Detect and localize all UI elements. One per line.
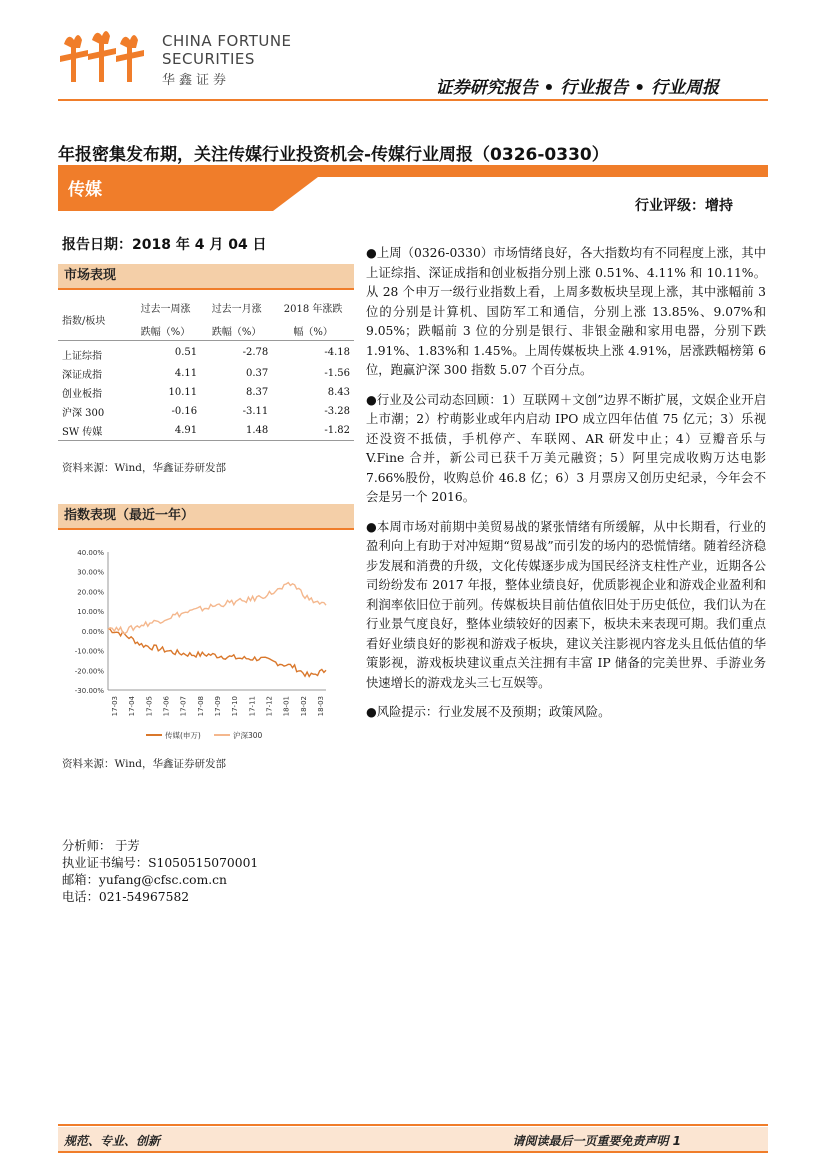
- analyst-block: [62, 838, 258, 906]
- row-week: 4.91: [174, 425, 198, 436]
- index-performance-heading: 指数表现（最近一年）: [58, 504, 354, 530]
- header-rule: [58, 99, 768, 101]
- sector-label: 传媒: [68, 180, 102, 200]
- row-ytd: -1.82: [324, 425, 350, 436]
- table-row: [58, 402, 354, 421]
- row-ytd: -3.28: [324, 406, 350, 417]
- x-tick-label: 17-08: [196, 696, 205, 717]
- market-performance-heading: 市场表现: [58, 264, 354, 290]
- logo-text-en-2: SECURITIES: [162, 50, 255, 68]
- table-row: [58, 383, 354, 402]
- footer-motto: 规范、专业、创新: [64, 1134, 161, 1148]
- chart-source: 资料来源：Wind，华鑫证券研发部: [62, 758, 226, 770]
- x-tick-label: 17-07: [179, 696, 188, 717]
- row-week: 10.11: [168, 387, 198, 398]
- row-week: 0.51: [174, 347, 198, 358]
- col-header-week-l1: 过去一周涨: [140, 304, 191, 315]
- x-tick-label: 18-01: [282, 696, 291, 717]
- row-month: 8.37: [245, 387, 269, 398]
- table-header-row: [58, 298, 354, 341]
- series-line-2: [108, 583, 326, 634]
- col-header-name: 指数/板块: [62, 315, 106, 327]
- row-ytd: -1.56: [324, 368, 350, 379]
- row-name: 沪深 300: [62, 408, 105, 419]
- row-name: 创业板指: [62, 389, 102, 400]
- index-chart: [58, 540, 350, 750]
- analyst-phone: 电话：021-54967582: [62, 890, 190, 904]
- col-header-week-l2: 跌幅（%）: [140, 327, 191, 338]
- footer-disclaimer-link[interactable]: 请阅读最后一页重要免责声明 1: [512, 1134, 681, 1148]
- y-tick-label: -10.00%: [74, 647, 104, 656]
- y-tick-label: 40.00%: [77, 549, 104, 557]
- report-title: 年报密集发布期，关注传媒行业投资机会-传媒行业周报（0326-0330）: [58, 145, 609, 165]
- row-month: -3.11: [242, 406, 269, 417]
- y-tick-label: -30.00%: [74, 687, 104, 695]
- index-chart-svg: [58, 540, 350, 750]
- summary-para-3: ●本周市场对前期中美贸易战的紧张情绪有所缓解，从中长期看，行业的盈利向上有助于对冲短期“贸易战”而引发的场内的恐慌情绪。随着经济稳步发展和消费的升级，文化传媒逐步成为国民经济支柱性产业，近期各公司纷纷发布 2017 年报，整体业绩良好，优质影视企业和游戏企业盈利和利润率依旧位于前列。传媒板块目前估值依旧处于历史低位，我们认为在行业景气度良好，整体业绩较好的因素下，板块未来表现可期。我们重点看好业绩良好的影视和游戏子板块，建议关注影视内容龙头且低估值的华策影视，游戏板块建议重点关注拥有丰富 IP 储备的完美世界、手游业务快速增长的游戏龙头三七互娱等。: [366, 519, 766, 690]
- analyst-name: 分析师： 于芳: [62, 839, 140, 853]
- x-tick-label: 17-05: [145, 696, 154, 717]
- analyst-email[interactable]: 邮箱：yufang@cfsc.com.cn: [62, 873, 227, 887]
- logo-mark-icon: [58, 26, 148, 86]
- market-table-wrap: [58, 298, 354, 441]
- row-name: 深证成指: [62, 370, 102, 381]
- y-tick-label: 30.00%: [77, 568, 104, 577]
- summary-body: [366, 244, 766, 733]
- company-logo: [58, 26, 148, 86]
- x-tick-label: 18-02: [299, 696, 308, 717]
- x-tick-label: 17-10: [231, 696, 240, 717]
- x-tick-label: 17-06: [162, 696, 171, 717]
- x-tick-label: 17-03: [111, 696, 119, 717]
- col-header-week: [130, 298, 201, 341]
- col-header-month-l2: 跌幅（%）: [211, 327, 262, 338]
- summary-para-2: ●行业及公司动态回顾：1）互联网＋文创”边界不断扩展，文娱企业开启上市潮；2）柠萌影业或年内启动 IPO 成立四年估值 75 亿元；3）乐视还没资不抵债，手机停产、车联网、AR 研发中止；4）豆瓣音乐与 V.Fine 合并，新公司已获千万美元融资；5）阿里完成收购万达电影 7.66%股份，收购总价 46.8 亿；6）3 月票房又创历史纪录，今年会不会是另一个 2016。: [366, 392, 766, 504]
- col-header-ytd: [272, 298, 354, 341]
- industry-rating: 行业评级：增持: [635, 198, 733, 214]
- logo-text-cn: 华鑫证券: [162, 73, 231, 88]
- row-month: 1.48: [245, 425, 269, 436]
- report-date: 报告日期：2018 年 4 月 04 日: [62, 237, 267, 253]
- summary-para-4: ●风险提示：行业发展不及预期；政策风险。: [366, 705, 611, 719]
- table-row: [58, 364, 354, 383]
- row-name: 上证综指: [62, 351, 102, 362]
- y-tick-label: 20.00%: [77, 588, 104, 597]
- row-month: 0.37: [245, 368, 269, 379]
- legend-label-2: 沪深300: [233, 731, 263, 740]
- col-header-ytd-l1: 2018 年涨跌: [283, 304, 343, 315]
- analyst-cert: 执业证书编号：S1050515070001: [62, 856, 259, 870]
- col-header-month-l1: 过去一月涨: [211, 304, 262, 315]
- x-tick-label: 17-04: [128, 696, 137, 717]
- legend-label-1: 传媒(申万): [165, 731, 201, 740]
- y-tick-label: 0.00%: [81, 627, 104, 636]
- table-row: [58, 341, 354, 365]
- footer-rule-bottom: [58, 1151, 768, 1153]
- footer-rule-top: [58, 1124, 768, 1126]
- report-category: 证券研究报告 • 行业报告 • 行业周报: [435, 78, 719, 98]
- x-tick-label: 17-11: [248, 696, 257, 717]
- row-month: -2.78: [242, 347, 269, 358]
- market-source: 资料来源：Wind，华鑫证券研发部: [62, 462, 226, 474]
- x-tick-label: 17-09: [214, 696, 222, 717]
- logo-text-en-1: CHINA FORTUNE: [162, 32, 292, 50]
- summary-para-1: ●上周（0326-0330）市场情绪良好，各大指数均有不同程度上涨，其中上证综指、深证成指和创业板指分别上涨 0.51%、4.11% 和 10.11%。从 28 个申万一级行业指数上看，上周多数板块呈现上涨，其中涨幅前 3 位的分别是计算机、国防军工和通信，分别上涨 13.85%、9.07%和 9.05%；跌幅前 3 位的分别是银行、非银金融和家用电器，分别下跌 1.91%、1.83%和 1.45%。上周传媒板块上涨 4.91%，居涨跌幅榜第 6 位，跑赢沪深 300 指数 5.07 个百分点。: [366, 246, 766, 377]
- x-tick-label: 17-12: [265, 696, 274, 717]
- y-tick-label: -20.00%: [74, 667, 104, 676]
- table-row: [58, 421, 354, 441]
- x-tick-label: 18-03: [317, 696, 325, 717]
- row-week: 4.11: [174, 368, 198, 379]
- y-tick-label: 10.00%: [77, 608, 104, 617]
- col-header-month: [201, 298, 272, 341]
- row-ytd: 8.43: [327, 387, 350, 398]
- row-week: -0.16: [171, 406, 198, 417]
- series-line-1: [108, 629, 326, 677]
- col-header-ytd-l2: 幅（%）: [293, 327, 333, 338]
- market-table: [58, 298, 354, 441]
- row-ytd: -4.18: [324, 347, 350, 358]
- row-name: SW 传媒: [62, 427, 103, 438]
